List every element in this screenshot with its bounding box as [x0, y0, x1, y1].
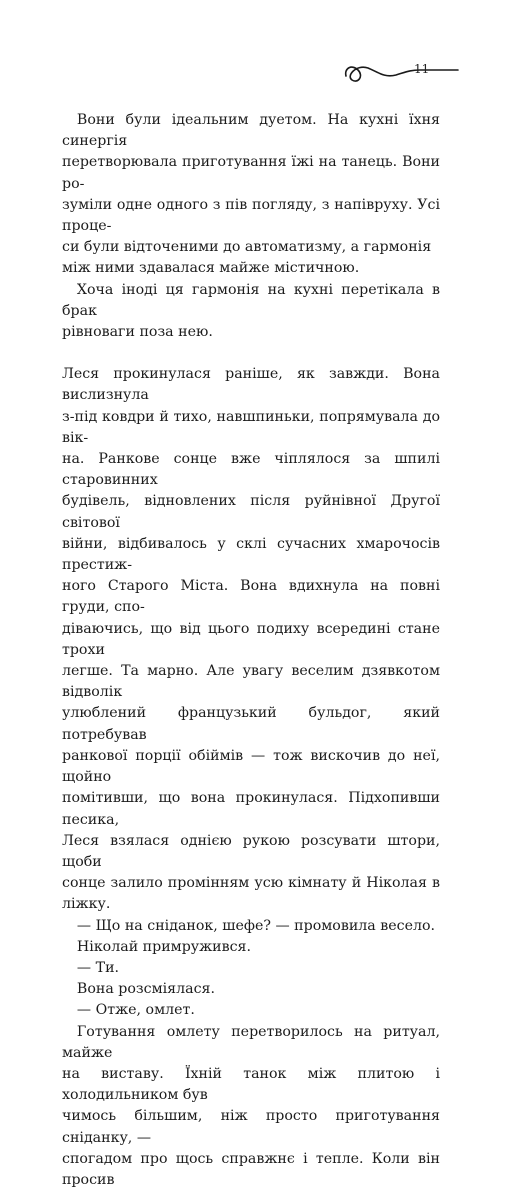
text-line: спогадом про щось справжнє і тепле. Коли він просив	[62, 1150, 440, 1188]
text-line: Хоча іноді ця гармонія на кухні перетікала в брак	[62, 281, 440, 319]
text-line: зуміли одне одного з пів погляду, з напівруху. Усі проце-	[62, 196, 440, 235]
text-line: улюблений французький бульдог, який потребував	[62, 705, 440, 743]
text-line: Готування омлету перетворилось на ритуал, майже	[62, 1023, 440, 1061]
section-break	[62, 343, 440, 364]
text-line: — Отже, омлет.	[76, 1002, 195, 1019]
text-line: перетворювала приготування їжі на танець. Вони ро-	[62, 154, 440, 192]
body-text	[62, 110, 440, 1191]
text-line: сонце залило промінням усю кімнату й Ніколая в ліжку.	[62, 875, 440, 913]
text-line: чимось більшим, ніж просто приготування сніданку, —	[62, 1108, 440, 1146]
text-line: війни, відбивалось у склі сучасних хмарочосів престиж-	[62, 535, 440, 574]
text-line: си були відточеними до автоматизму, а гармонія	[62, 239, 432, 256]
text-line: Вона розсміялася.	[76, 981, 216, 998]
text-line: ранкової порції обіймів — тож вискочив до неї, щойно	[62, 747, 440, 786]
text-line: легше. Та марно. Але увагу веселим дзявкотом відволік	[62, 663, 440, 701]
text-line: Вони були ідеальним дуетом. На кухні їхня синергія	[62, 112, 440, 150]
text-line: — Що на сніданок, шефе? — промовила весело.	[76, 917, 436, 934]
page-header	[340, 48, 460, 98]
text-line: ного Старого Міста. Вона вдихнула на повні груди, спо-	[62, 578, 440, 616]
text-line: рівноваги поза нею.	[62, 324, 213, 341]
text-line: на виставу. Їхній танок між плитою і холодильником був	[62, 1065, 440, 1104]
text-line: помітивши, що вона прокинулася. Підхопивши песика,	[62, 790, 440, 828]
text-line: на. Ранкове сонце вже чіплялося за шпилі старовинних	[62, 451, 440, 489]
text-line: між ними здавалася майже містичною.	[62, 260, 360, 277]
text-line: Ніколай примружився.	[76, 938, 252, 955]
text-line: з-під ковдри й тихо, навшпиньки, попрямувала до вік-	[62, 408, 440, 446]
text-line: діваючись, що від цього подиху всередині стане трохи	[62, 620, 440, 658]
page-number: 11	[414, 62, 430, 76]
text-line: будівель, відновлених після руйнівної Другої світової	[62, 493, 440, 531]
text-line: — Ти.	[76, 959, 120, 976]
swirl-ornament-icon	[340, 48, 460, 98]
text-line: Леся взялася однією рукою розсувати штори, щоби	[62, 832, 440, 870]
text-line: Леся прокинулася раніше, як завжди. Вона вислизнула	[62, 366, 440, 404]
